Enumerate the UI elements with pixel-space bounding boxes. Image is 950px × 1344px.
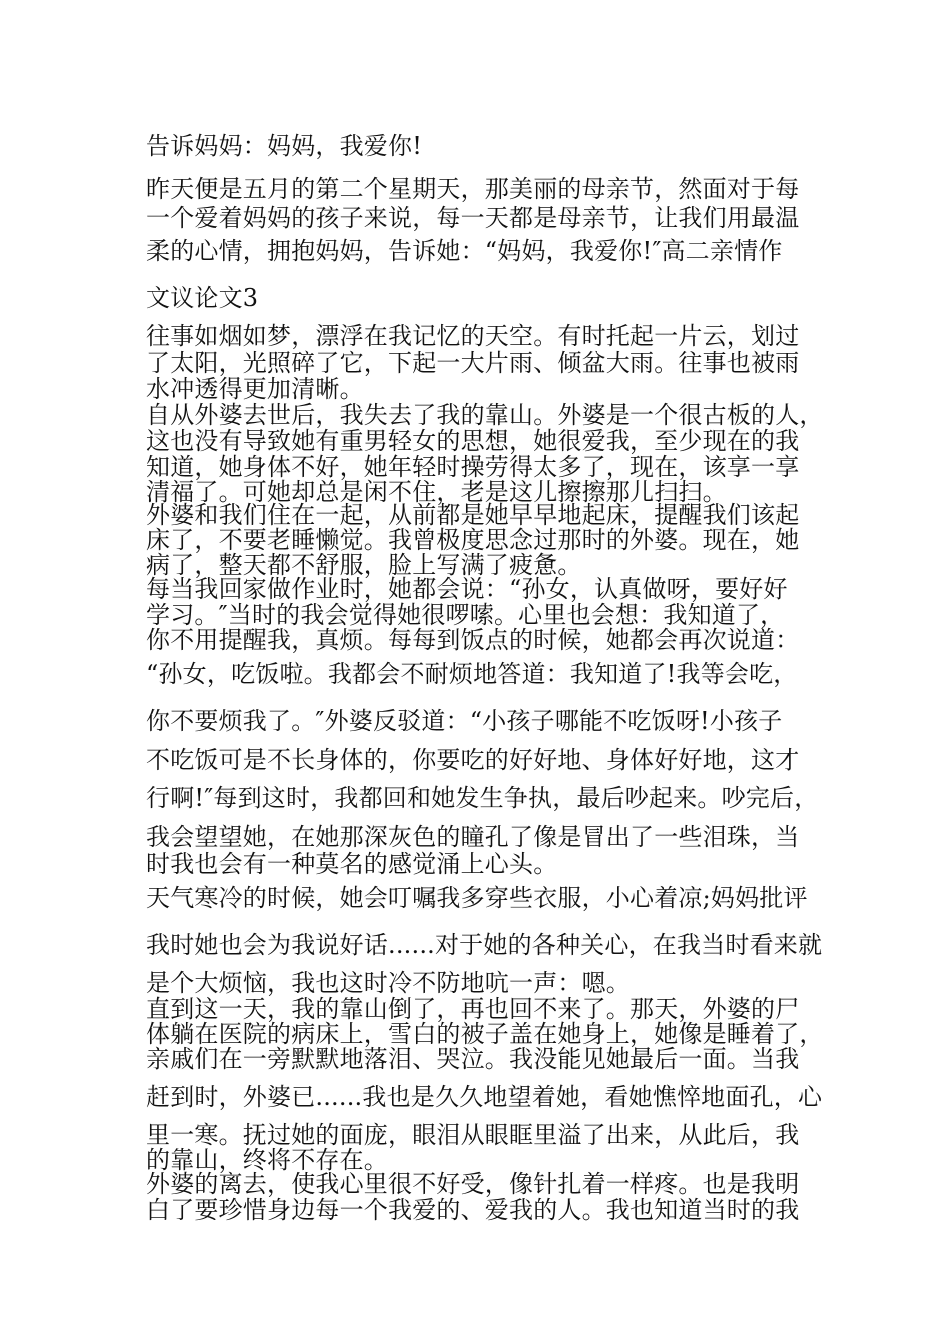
text-line: 文议论文3 [146,284,259,312]
text-line: 的靠山，终将不存在。 [146,1146,388,1174]
text-line: 你不用提醒我，真烦。每每到饭点的时候，她都会再次说道： [146,626,800,654]
text-line: 柔的心情，拥抱妈妈，告诉她：“妈妈，我爱你!″高二亲情作 [146,237,783,265]
text-line: 学习。″当时的我会觉得她很啰嗦。心里也会想：我知道了， [146,601,785,629]
text-line: 昨天便是五月的第二个星期天，那美丽的母亲节，然面对于每 [146,175,800,203]
text-line: “孙女，吃饭啦。我都会不耐烦地答道：我知道了!我等会吃， [146,660,798,688]
text-line: 直到这一天，我的靠山倒了，再也回不来了。那天，外婆的尸 [146,995,800,1023]
text-line: 病了，整天都不舒服，脸上写满了疲惫。 [146,551,582,579]
text-line: 床了，不要老睡懒觉。我曾极度思念过那时的外婆。现在，她 [146,526,800,554]
text-line: 清福了。可她却总是闲不住，老是这儿擦擦那儿扫扫。 [146,478,727,506]
text-line: 时我也会有一种莫名的感觉涌上心头。 [146,850,558,878]
text-line: 是个大烦恼，我也这时冷不防地吭一声：嗯。 [146,969,630,997]
text-line: 外婆和我们住在一起，从前都是她早早地起床，提醒我们该起 [146,501,800,529]
text-line: 了太阳，光照碎了它，下起一大片雨、倾盆大雨。往事也被雨 [146,349,800,377]
text-line: 往事如烟如梦，漂浮在我记忆的天空。有时托起一片云，划过 [146,322,800,350]
text-line: 赶到时，外婆已......我也是久久地望着她，看她憔悴地面孔，心 [146,1083,823,1111]
text-line: 不吃饭可是不长身体的，你要吃的好好地、身体好好地，这才 [146,746,800,774]
text-line: 自从外婆去世后，我失去了我的靠山。外婆是一个很古板的人， [146,401,824,429]
text-line: 我时她也会为我说好话......对于她的各种关心，在我当时看来就 [146,931,823,959]
text-line: 每当我回家做作业时，她都会说：“孙女，认真做呀，要好好 [146,575,788,603]
text-line: 我会望望她，在她那深灰色的瞳孔了像是冒出了一些泪珠，当 [146,823,800,851]
text-line: 体躺在医院的病床上，雪白的被子盖在她身上，她像是睡着了， [146,1020,824,1048]
text-line: 水冲透得更加清晰。 [146,375,364,403]
text-line: 外婆的离去，使我心里很不好受，像针扎着一样疼。也是我明 [146,1170,800,1198]
text-line: 天气寒冷的时候，她会叮嘱我多穿些衣服，小心着凉;妈妈批评 [146,884,808,912]
text-line: 亲戚们在一旁默默地落泪、哭泣。我没能见她最后一面。当我 [146,1045,800,1073]
text-line: 行啊!″每到这时，我都回和她发生争执，最后吵起来。吵完后， [146,784,819,812]
text-line: 里一寒。抚过她的面庞，眼泪从眼眶里溢了出来，从此后，我 [146,1121,800,1149]
text-line: 这也没有导致她有重男轻女的思想，她很爱我，至少现在的我 [146,427,800,455]
text-line: 白了要珍惜身边每一个我爱的、爱我的人。我也知道当时的我 [146,1196,800,1224]
text-line: 告诉妈妈：妈妈，我爱你! [146,132,423,160]
text-line: 知道，她身体不好，她年轻时操劳得太多了，现在，该享一享 [146,453,800,481]
text-line: 你不要烦我了。″外婆反驳道：“小孩子哪能不吃饭呀!小孩子 [146,707,783,735]
text-line: 一个爱着妈妈的孩子来说，每一天都是母亲节，让我们用最温 [146,204,800,232]
